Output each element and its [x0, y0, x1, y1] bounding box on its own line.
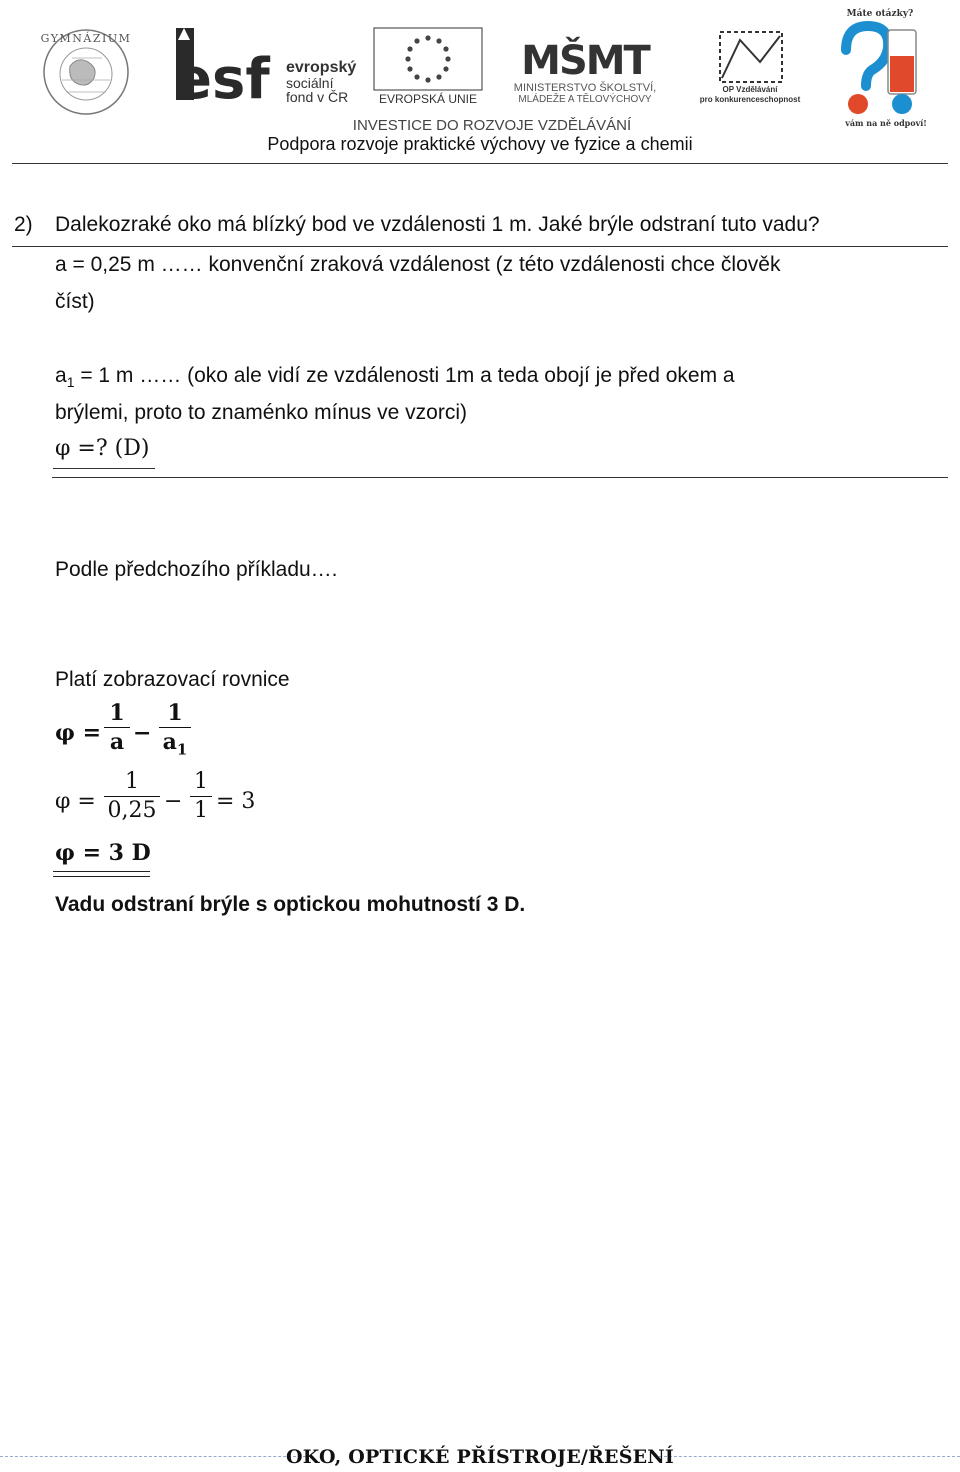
eu-label: EVROPSKÁ UNIE — [378, 92, 478, 106]
msmt-line1: MINISTERSTVO ŠKOLSTVÍ, — [513, 82, 657, 94]
given-a1 — [55, 363, 735, 395]
conclusion: Vadu odstraní brýle s optickou mohutností 3 D. — [55, 893, 526, 916]
eq1-den2 — [159, 728, 191, 763]
mate-top-text: Máte otázky? — [846, 9, 914, 19]
esf-line3: fond v ČR — [286, 89, 349, 105]
header-divider — [12, 163, 948, 164]
gymnazium-text: GYMNÁZIUM — [40, 32, 132, 45]
esf-logo — [174, 28, 356, 112]
eq2-fraction-1 — [104, 768, 160, 825]
result-underline-1 — [53, 871, 150, 872]
given-a: a = 0,25 m …… konvenční zraková vzdálenost (z této vzdálenosti chce člověk — [55, 253, 781, 276]
eq1-den2-subscript: 1 — [176, 740, 188, 759]
eq1-lhs: φ = — [55, 720, 101, 746]
eq1-den2-symbol: a — [162, 729, 177, 755]
problem-statement: Dalekozraké oko má blízký bod ve vzdálenosti 1 m. Jaké brýle odstraní tuto vadu? — [55, 213, 820, 236]
gymnazium-logo — [41, 30, 132, 114]
formula-intro: Platí zobrazovací rovnice — [55, 668, 290, 691]
given-a-cont: číst) — [55, 290, 95, 313]
op-line2: pro konkurenceschopnost — [699, 95, 801, 104]
result: φ = 3 D — [55, 840, 151, 866]
investice-text: INVESTICE DO ROZVOJE VZDĚLÁVÁNÍ — [352, 117, 632, 134]
result-underline-2 — [53, 876, 150, 877]
given-a1-cont: brýlemi, proto to znaménko mínus ve vzorci) — [55, 401, 467, 424]
msmt-logo — [514, 36, 656, 105]
problem-divider — [12, 246, 948, 247]
mate-bottom-text: vám na ně odpoví! — [845, 118, 927, 128]
solution-intro: Podle předchozího příkladu…. — [55, 558, 338, 581]
eq1-den1: a — [109, 729, 125, 755]
eq2-den2: 1 — [194, 798, 208, 823]
eq2-fraction-2 — [190, 768, 212, 825]
eq1-num1: 1 — [109, 700, 125, 726]
esf-line2: sociální — [286, 75, 334, 91]
eq1-minus: − — [133, 720, 152, 746]
unknown-phi: φ =? (D) — [55, 436, 150, 461]
eq1-fraction-2 — [159, 699, 191, 763]
header-subtitle: Podpora rozvoje praktické výchovy ve fyzice a chemii — [267, 134, 693, 154]
eq2-minus: − — [164, 789, 183, 814]
footer-title: OKO, OPTICKÉ PŘÍSTROJE/ŘEŠENÍ — [286, 1446, 674, 1468]
eu-flag-logo — [374, 28, 482, 106]
eq2-rhs: = 3 — [216, 789, 256, 814]
eq2-num1: 1 — [125, 769, 139, 794]
msmt-big-text: MŠMT — [521, 38, 649, 84]
eq2-num2: 1 — [194, 769, 208, 794]
eq2-den1: 0,25 — [107, 798, 157, 823]
mate-otazky-logo — [844, 8, 927, 128]
esf-big-text: esf — [174, 47, 270, 112]
eq1-fraction-1 — [104, 699, 130, 756]
header-logos — [0, 0, 960, 140]
given-divider — [52, 477, 948, 478]
op-line1: OP Vzdělávání — [722, 85, 778, 94]
unknown-underline — [53, 468, 155, 469]
msmt-line2: MLÁDEŽE A TĚLOVÝCHOVY — [518, 94, 652, 105]
eq2-lhs: φ = — [55, 789, 96, 814]
esf-line1: evropský — [286, 59, 357, 76]
eq1-num2: 1 — [167, 700, 183, 726]
op-vzdelavani-logo — [700, 32, 801, 104]
given-a1-symbol: a — [55, 364, 67, 387]
given-a1-subscript: 1 — [66, 374, 75, 391]
logo-strip — [0, 0, 960, 140]
problem-number: 2) — [14, 213, 33, 236]
given-a1-rest: = 1 m …… (oko ale vidí ze vzdálenosti 1m a teda obojí je před okem a — [74, 364, 735, 387]
